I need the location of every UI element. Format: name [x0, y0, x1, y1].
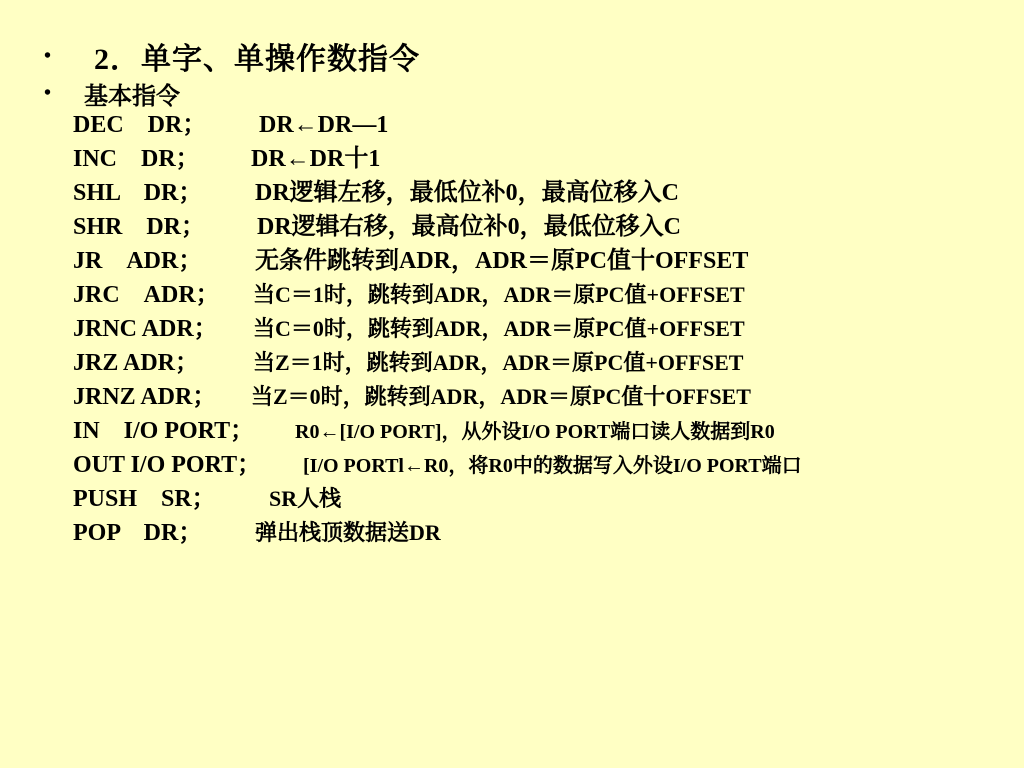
instruction-op: INC DR；: [73, 146, 200, 172]
instruction-line: [73, 516, 802, 550]
instruction-desc: DR逻辑左移，最低位补0，最高位移入C: [255, 180, 679, 206]
instruction-line: [73, 278, 802, 312]
instruction-desc: R0←[I/O PORT]，从外设I/O PORT端口读人数据到R0: [295, 421, 775, 443]
subtitle-row: [44, 76, 180, 111]
instruction-line: [73, 482, 802, 516]
instruction-desc: 弹出栈顶数据送DR: [255, 520, 441, 545]
instruction-line: [73, 108, 802, 142]
instruction-op: JRZ ADR；: [73, 350, 200, 376]
instruction-op: JRC ADR；: [73, 282, 220, 308]
instruction-op: OUT I/O PORT；: [73, 452, 262, 478]
instruction-line: [73, 142, 802, 176]
instruction-line: [73, 448, 802, 482]
instruction-desc: [I/O PORTl←R0，将R0中的数据写入外设I/O PORT端口: [303, 455, 802, 477]
instruction-desc: DR逻辑右移，最高位补0，最低位移入C: [257, 214, 681, 240]
instruction-line: [73, 380, 802, 414]
instruction-op: JRNC ADR；: [73, 316, 218, 342]
instruction-op: DEC DR；: [73, 112, 207, 138]
instruction-desc: 当Z＝1时，跳转到ADR，ADR＝原PC值+OFFSET: [253, 350, 744, 375]
instruction-op: JR ADR；: [73, 248, 203, 274]
instruction-desc: 当C＝1时，跳转到ADR，ADR＝原PC值+OFFSET: [253, 282, 745, 307]
title-bullet: •: [44, 44, 52, 67]
instruction-desc: DR←DR—1: [259, 112, 389, 138]
instruction-line: [73, 414, 802, 448]
instruction-op: SHR DR；: [73, 214, 206, 240]
instruction-op: JRNZ ADR；: [73, 384, 217, 410]
instruction-line: [73, 312, 802, 346]
instruction-op: SHL DR；: [73, 180, 203, 206]
slide-title: 2．单字、单操作数指令: [94, 43, 420, 76]
instruction-line: [73, 346, 802, 380]
instruction-op: PUSH SR；: [73, 486, 216, 512]
instruction-line: [73, 210, 802, 244]
instruction-desc: DR←DR十1: [251, 146, 381, 172]
instruction-line: [73, 176, 802, 210]
instruction-desc: 当Z＝0时，跳转到ADR，ADR＝原PC值十OFFSET: [251, 384, 751, 409]
title-row: [44, 34, 420, 78]
subtitle: 基本指令: [84, 84, 180, 110]
instruction-desc: SR人栈: [269, 486, 342, 511]
instruction-desc: 无条件跳转到ADR，ADR＝原PC值十OFFSET: [255, 248, 749, 274]
instruction-list: [73, 108, 802, 550]
instruction-op: POP DR；: [73, 520, 203, 546]
instruction-line: [73, 244, 802, 278]
instruction-desc: 当C＝0时，跳转到ADR，ADR＝原PC值+OFFSET: [253, 316, 745, 341]
instruction-op: IN I/O PORT；: [73, 418, 255, 444]
subtitle-bullet: •: [44, 82, 52, 104]
